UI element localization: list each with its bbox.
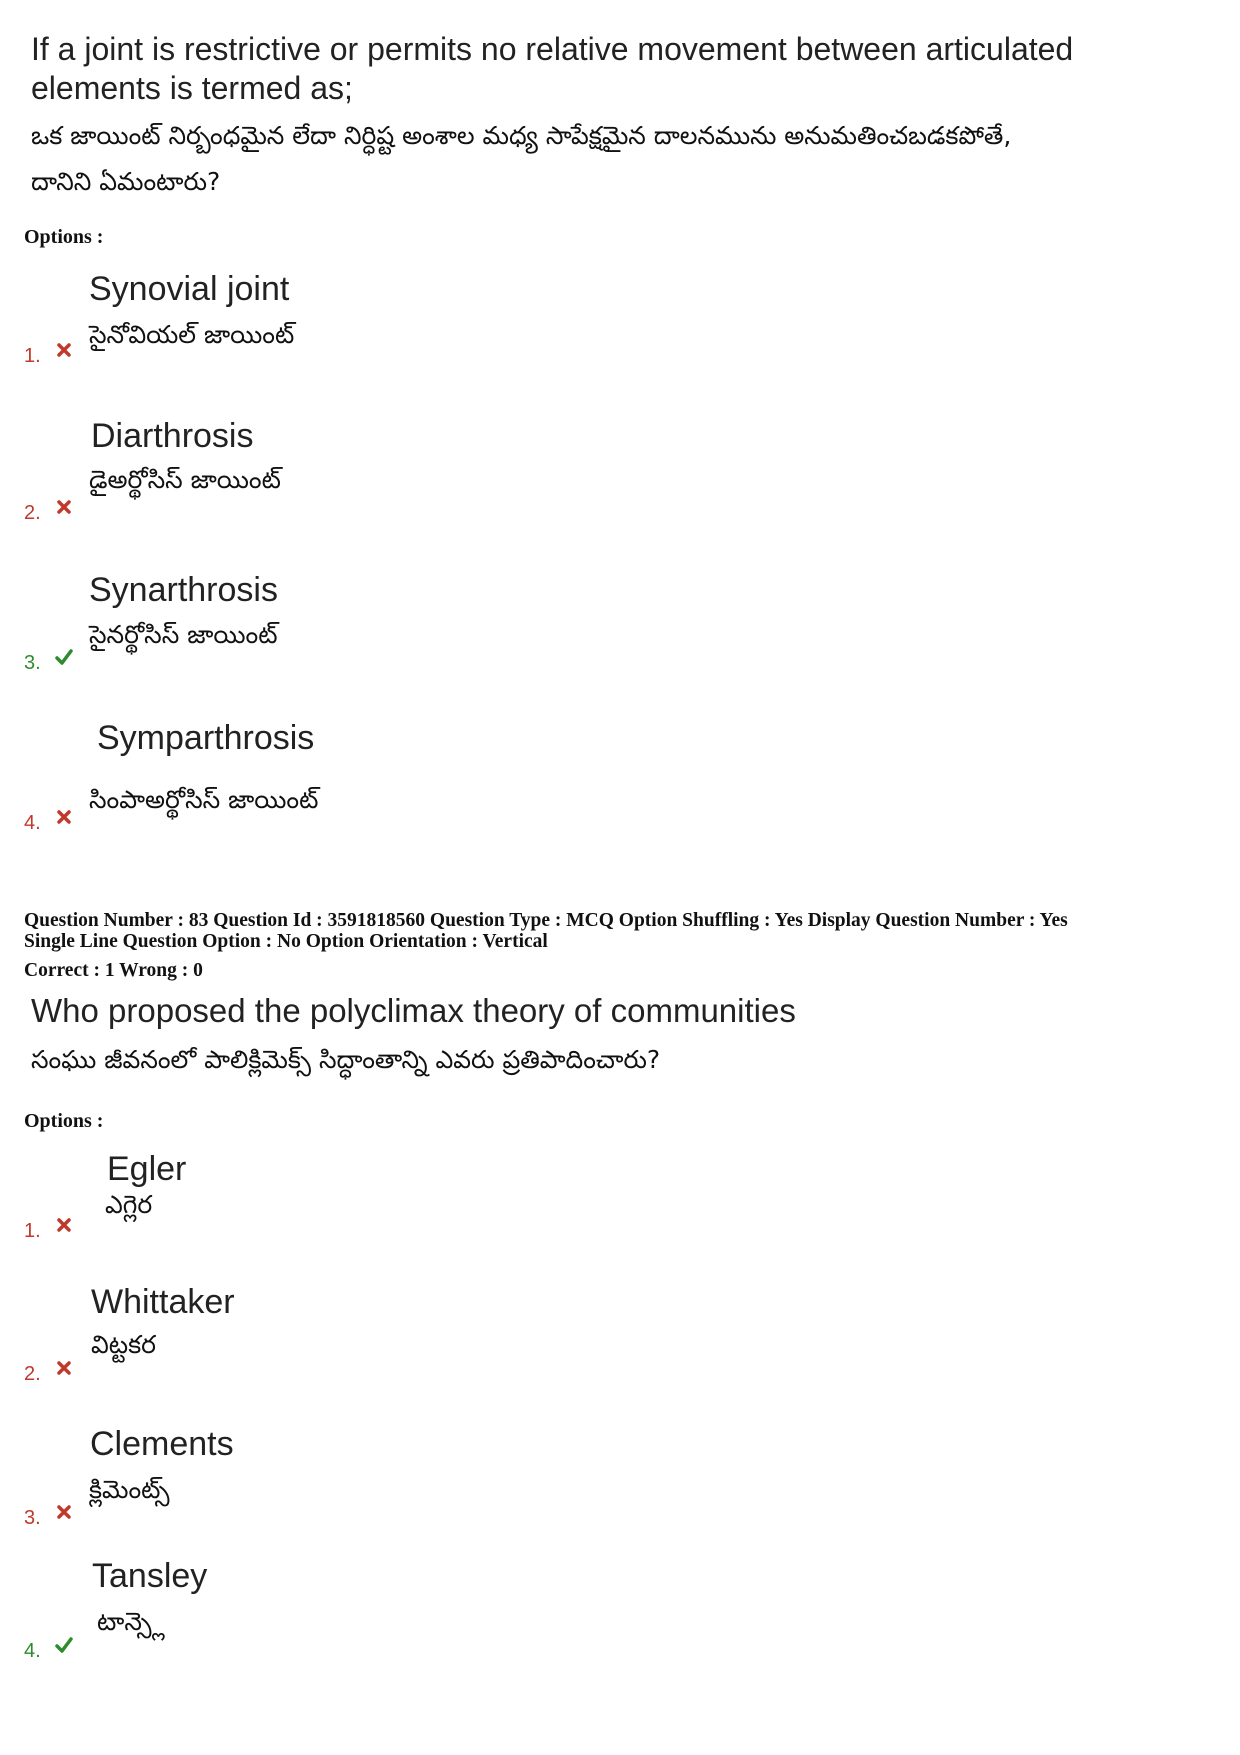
option-number: 3. — [24, 652, 41, 674]
cross-icon — [55, 808, 73, 826]
check-icon — [55, 648, 73, 666]
option-number: 2. — [24, 502, 41, 524]
option-telugu: సింపాఅర్థోసిస్ జాయింట్ — [89, 785, 319, 814]
question-82-text-telugu-line1: ఒక జాయింట్ నిర్బంధమైన లేదా నిర్ధిష్ట అంశాల మధ్య సాపేక్షమైన దాలనమును అనుమతించబడకపోతే, — [31, 121, 1012, 150]
option-number: 4. — [24, 1640, 41, 1662]
question-82-options-label: Options : — [24, 226, 104, 248]
question-83-text-telugu: సంఘు జీవనంలో పాలిక్లిమెక్స్ సిద్ధాంతాన్ని ఎవరు ప్రతిపాదించారు? — [31, 1045, 661, 1074]
option-english: Synarthrosis — [89, 571, 278, 609]
cross-icon — [55, 1503, 73, 1521]
question-83-metadata-line2: Single Line Question Option : No Option Orientation : Vertical — [24, 931, 548, 952]
option-telugu: విట్టకర — [91, 1330, 156, 1359]
option-english: Clements — [90, 1425, 234, 1463]
cross-icon — [55, 498, 73, 516]
option-number: 2. — [24, 1363, 41, 1385]
option-english: Tansley — [92, 1557, 208, 1595]
option-telugu: టాన్స్లె — [97, 1607, 165, 1636]
option-number: 4. — [24, 812, 41, 834]
option-telugu: సైనర్థోసిస్ జాయింట్ — [89, 620, 278, 649]
option-english: Diarthrosis — [91, 417, 254, 455]
option-number: 1. — [24, 345, 41, 367]
cross-icon — [55, 1216, 73, 1234]
question-83-score-line: Correct : 1 Wrong : 0 — [24, 960, 203, 981]
option-english: Egler — [107, 1150, 187, 1188]
option-english: Symparthrosis — [97, 719, 315, 757]
question-83-text-english: Who proposed the polyclimax theory of communities — [31, 992, 796, 1029]
option-english: Synovial joint — [89, 270, 290, 308]
option-telugu: డైఅర్థోసిస్ జాయింట్ — [89, 465, 281, 494]
option-number: 1. — [24, 1220, 41, 1242]
option-number: 3. — [24, 1507, 41, 1529]
option-telugu: సైనోవియల్ జాయింట్ — [89, 320, 295, 349]
cross-icon — [55, 1359, 73, 1377]
question-83-options-label: Options : — [24, 1110, 104, 1132]
question-82-text-english: If a joint is restrictive or permits no relative movement between articulated elements is termed as; — [31, 31, 1074, 106]
question-82-text-telugu-line2: దానిని ఏమంటారు? — [31, 167, 221, 196]
option-telugu: ఎగ్లెర — [105, 1190, 153, 1219]
cross-icon — [55, 341, 73, 359]
question-83-metadata-line1: Question Number : 83 Question Id : 3591818560 Question Type : MCQ Option Shuffling : Yes Display Question Number : Yes — [24, 910, 1068, 931]
option-english: Whittaker — [91, 1283, 235, 1321]
check-icon — [55, 1636, 73, 1654]
option-telugu: క్లిమెంట్స్ — [89, 1475, 170, 1504]
